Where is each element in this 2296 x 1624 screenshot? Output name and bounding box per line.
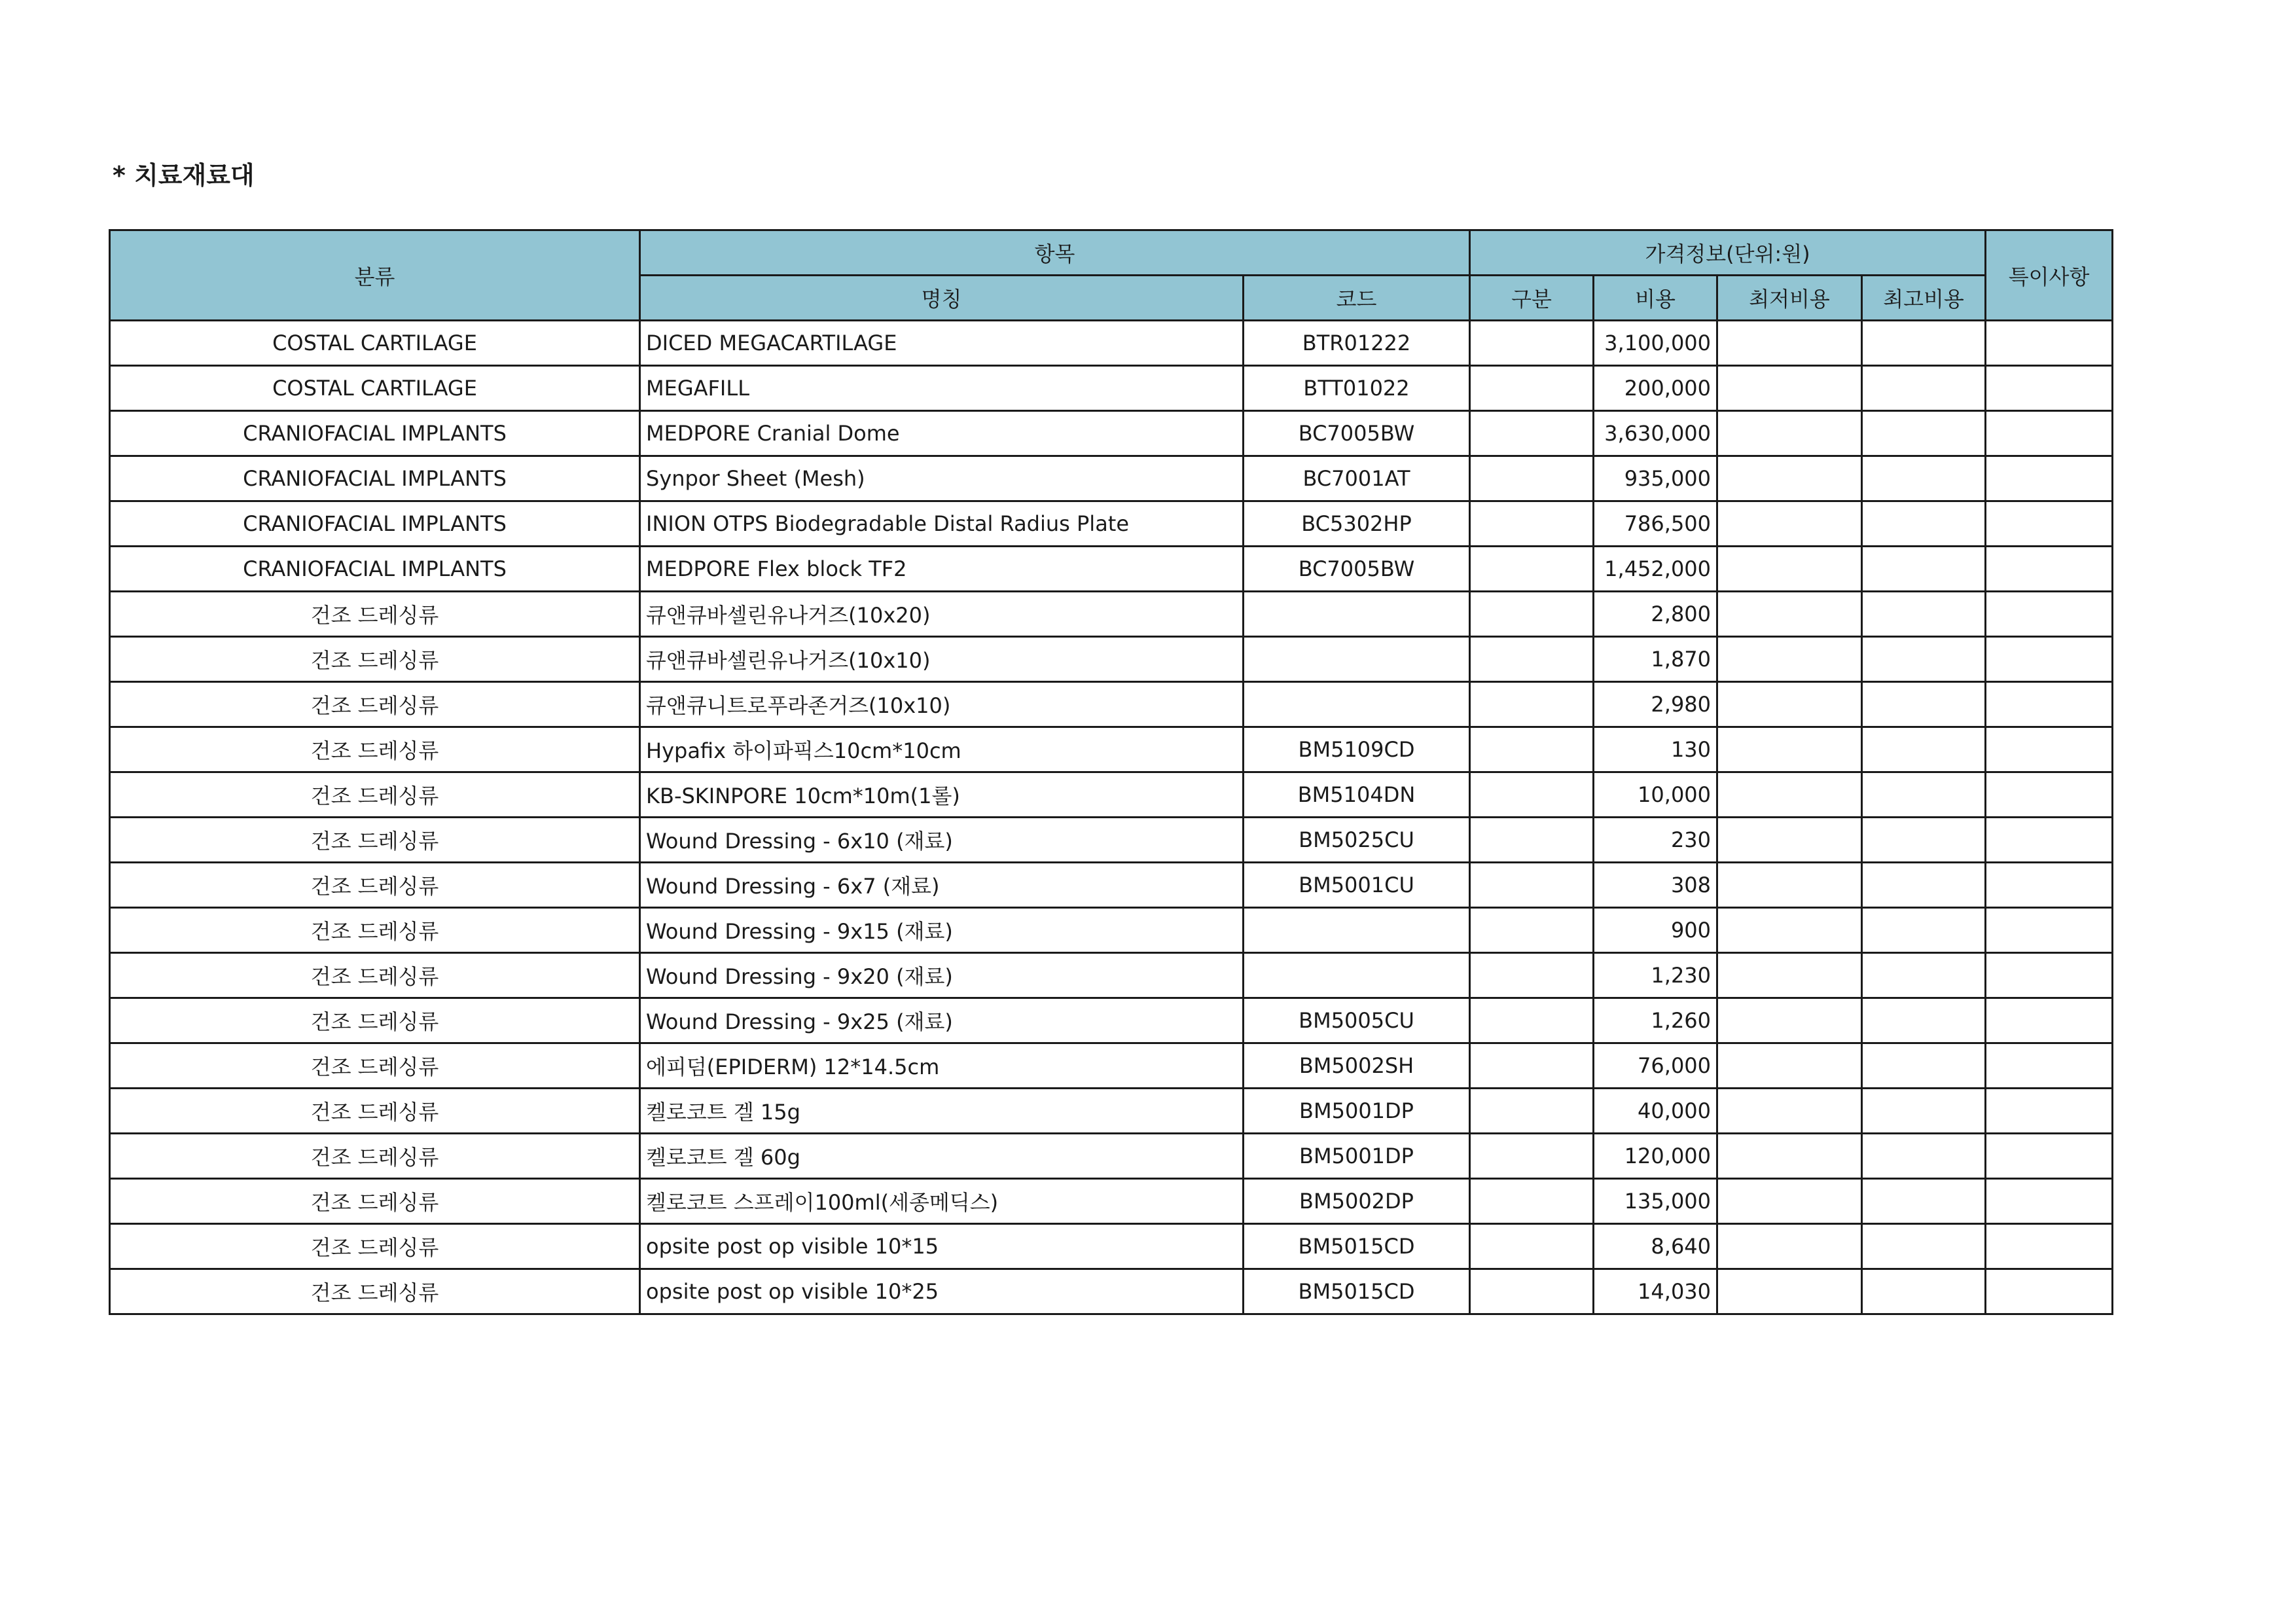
cell-cost: 135,000 (1594, 1179, 1717, 1224)
page-title: * 치료재료대 (113, 161, 255, 190)
table-row (110, 456, 2113, 501)
cell-name: Wound Dressing - 6x7 (재료) (640, 863, 1244, 908)
cell-cost: 1,260 (1594, 998, 1717, 1043)
table-row (110, 953, 2113, 998)
cell-max-cost (1862, 456, 1986, 501)
cell-remarks (1986, 411, 2113, 456)
cell-min-cost (1717, 1043, 1862, 1089)
cell-category: 건조 드레싱류 (110, 863, 640, 908)
table-row (110, 682, 2113, 727)
cell-category: 건조 드레싱류 (110, 682, 640, 727)
cell-remarks (1986, 998, 2113, 1043)
cell-category: 건조 드레싱류 (110, 637, 640, 682)
cell-min-cost (1717, 547, 1862, 592)
cell-name: 큐앤큐니트로푸라존거즈(10x10) (640, 682, 1244, 727)
header-row-top (110, 230, 2113, 276)
cell-min-cost (1717, 1179, 1862, 1224)
cell-code: BM5005CU (1244, 998, 1470, 1043)
header-min-cost: 최저비용 (1717, 276, 1862, 321)
header-remarks: 특이사항 (1986, 230, 2113, 321)
cell-max-cost (1862, 953, 1986, 998)
cell-code: BM5002DP (1244, 1179, 1470, 1224)
cell-division (1470, 953, 1594, 998)
price-table (109, 229, 2113, 1315)
header-name: 명칭 (640, 276, 1244, 321)
cell-code (1244, 682, 1470, 727)
cell-min-cost (1717, 637, 1862, 682)
header-category: 분류 (110, 230, 640, 321)
cell-cost: 900 (1594, 908, 1717, 953)
cell-category: 건조 드레싱류 (110, 1089, 640, 1134)
cell-division (1470, 592, 1594, 637)
cell-division (1470, 366, 1594, 411)
cell-cost: 40,000 (1594, 1089, 1717, 1134)
cell-code: BC7005BW (1244, 547, 1470, 592)
cell-category: COSTAL CARTILAGE (110, 366, 640, 411)
cell-cost: 1,230 (1594, 953, 1717, 998)
cell-name: 켈로코트 겔 60g (640, 1134, 1244, 1179)
cell-max-cost (1862, 727, 1986, 772)
cell-remarks (1986, 1089, 2113, 1134)
cell-name: 큐앤큐바셀린유나거즈(10x10) (640, 637, 1244, 682)
cell-name: Synpor Sheet (Mesh) (640, 456, 1244, 501)
cell-division (1470, 547, 1594, 592)
cell-cost: 1,452,000 (1594, 547, 1717, 592)
cell-category: 건조 드레싱류 (110, 1179, 640, 1224)
cell-division (1470, 908, 1594, 953)
cell-name: opsite post op visible 10*25 (640, 1269, 1244, 1314)
cell-remarks (1986, 1269, 2113, 1314)
cell-category: 건조 드레싱류 (110, 818, 640, 863)
cell-division (1470, 863, 1594, 908)
cell-min-cost (1717, 908, 1862, 953)
cell-min-cost (1717, 953, 1862, 998)
cell-category: 건조 드레싱류 (110, 772, 640, 818)
cell-max-cost (1862, 1179, 1986, 1224)
table-row (110, 1269, 2113, 1314)
cell-cost: 230 (1594, 818, 1717, 863)
cell-max-cost (1862, 637, 1986, 682)
cell-code (1244, 592, 1470, 637)
table-row (110, 1043, 2113, 1089)
table-row (110, 908, 2113, 953)
cell-code: BM5104DN (1244, 772, 1470, 818)
cell-min-cost (1717, 1134, 1862, 1179)
cell-category: 건조 드레싱류 (110, 592, 640, 637)
cell-max-cost (1862, 1134, 1986, 1179)
cell-max-cost (1862, 818, 1986, 863)
cell-max-cost (1862, 1269, 1986, 1314)
header-max-cost: 최고비용 (1862, 276, 1986, 321)
cell-division (1470, 637, 1594, 682)
table-row (110, 1089, 2113, 1134)
header-code: 코드 (1244, 276, 1470, 321)
cell-division (1470, 411, 1594, 456)
cell-remarks (1986, 1224, 2113, 1269)
cell-name: Wound Dressing - 9x15 (재료) (640, 908, 1244, 953)
table-row (110, 637, 2113, 682)
cell-min-cost (1717, 682, 1862, 727)
cell-cost: 308 (1594, 863, 1717, 908)
cell-code: BM5001DP (1244, 1089, 1470, 1134)
cell-max-cost (1862, 1089, 1986, 1134)
cell-name: KB-SKINPORE 10cm*10m(1롤) (640, 772, 1244, 818)
cell-cost: 2,800 (1594, 592, 1717, 637)
cell-category: 건조 드레싱류 (110, 953, 640, 998)
cell-cost: 1,870 (1594, 637, 1717, 682)
cell-division (1470, 1089, 1594, 1134)
cell-code: BC7005BW (1244, 411, 1470, 456)
cell-remarks (1986, 637, 2113, 682)
cell-code: BC7001AT (1244, 456, 1470, 501)
cell-code (1244, 637, 1470, 682)
cell-cost: 120,000 (1594, 1134, 1717, 1179)
cell-division (1470, 501, 1594, 547)
cell-remarks (1986, 321, 2113, 366)
cell-name: Wound Dressing - 9x25 (재료) (640, 998, 1244, 1043)
cell-max-cost (1862, 908, 1986, 953)
cell-division (1470, 1269, 1594, 1314)
cell-remarks (1986, 727, 2113, 772)
cell-remarks (1986, 592, 2113, 637)
cell-min-cost (1717, 456, 1862, 501)
cell-name: 에피덤(EPIDERM) 12*14.5cm (640, 1043, 1244, 1089)
cell-category: CRANIOFACIAL IMPLANTS (110, 501, 640, 547)
cell-division (1470, 456, 1594, 501)
cell-division (1470, 321, 1594, 366)
cell-division (1470, 727, 1594, 772)
cell-code (1244, 953, 1470, 998)
cell-remarks (1986, 456, 2113, 501)
cell-cost: 10,000 (1594, 772, 1717, 818)
cell-code: BM5015CD (1244, 1269, 1470, 1314)
cell-division (1470, 1224, 1594, 1269)
cell-category: CRANIOFACIAL IMPLANTS (110, 411, 640, 456)
cell-name: 켈로코트 겔 15g (640, 1089, 1244, 1134)
cell-min-cost (1717, 321, 1862, 366)
cell-cost: 14,030 (1594, 1269, 1717, 1314)
table-row (110, 1224, 2113, 1269)
cell-name: MEGAFILL (640, 366, 1244, 411)
header-item-group: 항목 (640, 230, 1470, 276)
cell-min-cost (1717, 1224, 1862, 1269)
table-row (110, 1134, 2113, 1179)
cell-name: Wound Dressing - 6x10 (재료) (640, 818, 1244, 863)
cell-division (1470, 998, 1594, 1043)
cell-min-cost (1717, 1089, 1862, 1134)
cell-category: CRANIOFACIAL IMPLANTS (110, 547, 640, 592)
cell-cost: 935,000 (1594, 456, 1717, 501)
cell-category: 건조 드레싱류 (110, 908, 640, 953)
cell-division (1470, 1043, 1594, 1089)
cell-cost: 8,640 (1594, 1224, 1717, 1269)
cell-max-cost (1862, 501, 1986, 547)
cell-name: MEDPORE Cranial Dome (640, 411, 1244, 456)
cell-name: 켈로코트 스프레이100ml(세종메딕스) (640, 1179, 1244, 1224)
table-row (110, 501, 2113, 547)
cell-remarks (1986, 547, 2113, 592)
table-row (110, 321, 2113, 366)
cell-remarks (1986, 1134, 2113, 1179)
cell-max-cost (1862, 547, 1986, 592)
cell-remarks (1986, 1179, 2113, 1224)
cell-max-cost (1862, 1224, 1986, 1269)
cell-min-cost (1717, 411, 1862, 456)
cell-min-cost (1717, 366, 1862, 411)
cell-code: BM5025CU (1244, 818, 1470, 863)
table-row (110, 411, 2113, 456)
cell-category: 건조 드레싱류 (110, 1269, 640, 1314)
header-price-group: 가격정보(단위:원) (1470, 230, 1986, 276)
cell-remarks (1986, 366, 2113, 411)
table-row (110, 727, 2113, 772)
cell-max-cost (1862, 682, 1986, 727)
table-row (110, 366, 2113, 411)
cell-min-cost (1717, 818, 1862, 863)
cell-remarks (1986, 501, 2113, 547)
cell-category: 건조 드레싱류 (110, 1224, 640, 1269)
cell-category: 건조 드레싱류 (110, 1043, 640, 1089)
cell-name: INION OTPS Biodegradable Distal Radius Plate (640, 501, 1244, 547)
cell-code: BM5109CD (1244, 727, 1470, 772)
cell-max-cost (1862, 321, 1986, 366)
cell-division (1470, 772, 1594, 818)
cell-max-cost (1862, 1043, 1986, 1089)
cell-division (1470, 1179, 1594, 1224)
cell-division (1470, 682, 1594, 727)
cell-code: BTR01222 (1244, 321, 1470, 366)
cell-code: BM5015CD (1244, 1224, 1470, 1269)
cell-max-cost (1862, 366, 1986, 411)
cell-max-cost (1862, 863, 1986, 908)
cell-division (1470, 818, 1594, 863)
cell-name: Hypafix 하이파픽스10cm*10cm (640, 727, 1244, 772)
cell-min-cost (1717, 727, 1862, 772)
cell-code: BTT01022 (1244, 366, 1470, 411)
cell-max-cost (1862, 411, 1986, 456)
cell-category: 건조 드레싱류 (110, 727, 640, 772)
cell-remarks (1986, 772, 2113, 818)
header-division: 구분 (1470, 276, 1594, 321)
cell-code: BM5001CU (1244, 863, 1470, 908)
cell-division (1470, 1134, 1594, 1179)
cell-cost: 76,000 (1594, 1043, 1717, 1089)
table-row (110, 998, 2113, 1043)
cell-name: DICED MEGACARTILAGE (640, 321, 1244, 366)
cell-min-cost (1717, 1269, 1862, 1314)
cell-code (1244, 908, 1470, 953)
table-row (110, 863, 2113, 908)
cell-max-cost (1862, 998, 1986, 1043)
table-row (110, 592, 2113, 637)
cell-remarks (1986, 953, 2113, 998)
cell-code: BM5001DP (1244, 1134, 1470, 1179)
cell-remarks (1986, 908, 2113, 953)
table-row (110, 818, 2113, 863)
cell-name: opsite post op visible 10*15 (640, 1224, 1244, 1269)
cell-min-cost (1717, 998, 1862, 1043)
cell-remarks (1986, 863, 2113, 908)
cell-remarks (1986, 1043, 2113, 1089)
cell-code: BM5002SH (1244, 1043, 1470, 1089)
cell-name: MEDPORE Flex block TF2 (640, 547, 1244, 592)
cell-category: 건조 드레싱류 (110, 1134, 640, 1179)
cell-category: CRANIOFACIAL IMPLANTS (110, 456, 640, 501)
cell-cost: 3,630,000 (1594, 411, 1717, 456)
cell-cost: 786,500 (1594, 501, 1717, 547)
cell-category: COSTAL CARTILAGE (110, 321, 640, 366)
cell-remarks (1986, 818, 2113, 863)
table-row (110, 1179, 2113, 1224)
cell-min-cost (1717, 501, 1862, 547)
cell-cost: 3,100,000 (1594, 321, 1717, 366)
table-body (110, 321, 2113, 1314)
cell-remarks (1986, 682, 2113, 727)
cell-code: BC5302HP (1244, 501, 1470, 547)
cell-cost: 130 (1594, 727, 1717, 772)
cell-name: 큐앤큐바셀린유나거즈(10x20) (640, 592, 1244, 637)
cell-cost: 2,980 (1594, 682, 1717, 727)
header-cost: 비용 (1594, 276, 1717, 321)
table-row (110, 547, 2113, 592)
table-row (110, 772, 2113, 818)
cell-min-cost (1717, 863, 1862, 908)
cell-name: Wound Dressing - 9x20 (재료) (640, 953, 1244, 998)
cell-min-cost (1717, 772, 1862, 818)
cell-category: 건조 드레싱류 (110, 998, 640, 1043)
cell-max-cost (1862, 592, 1986, 637)
cell-cost: 200,000 (1594, 366, 1717, 411)
cell-min-cost (1717, 592, 1862, 637)
cell-max-cost (1862, 772, 1986, 818)
